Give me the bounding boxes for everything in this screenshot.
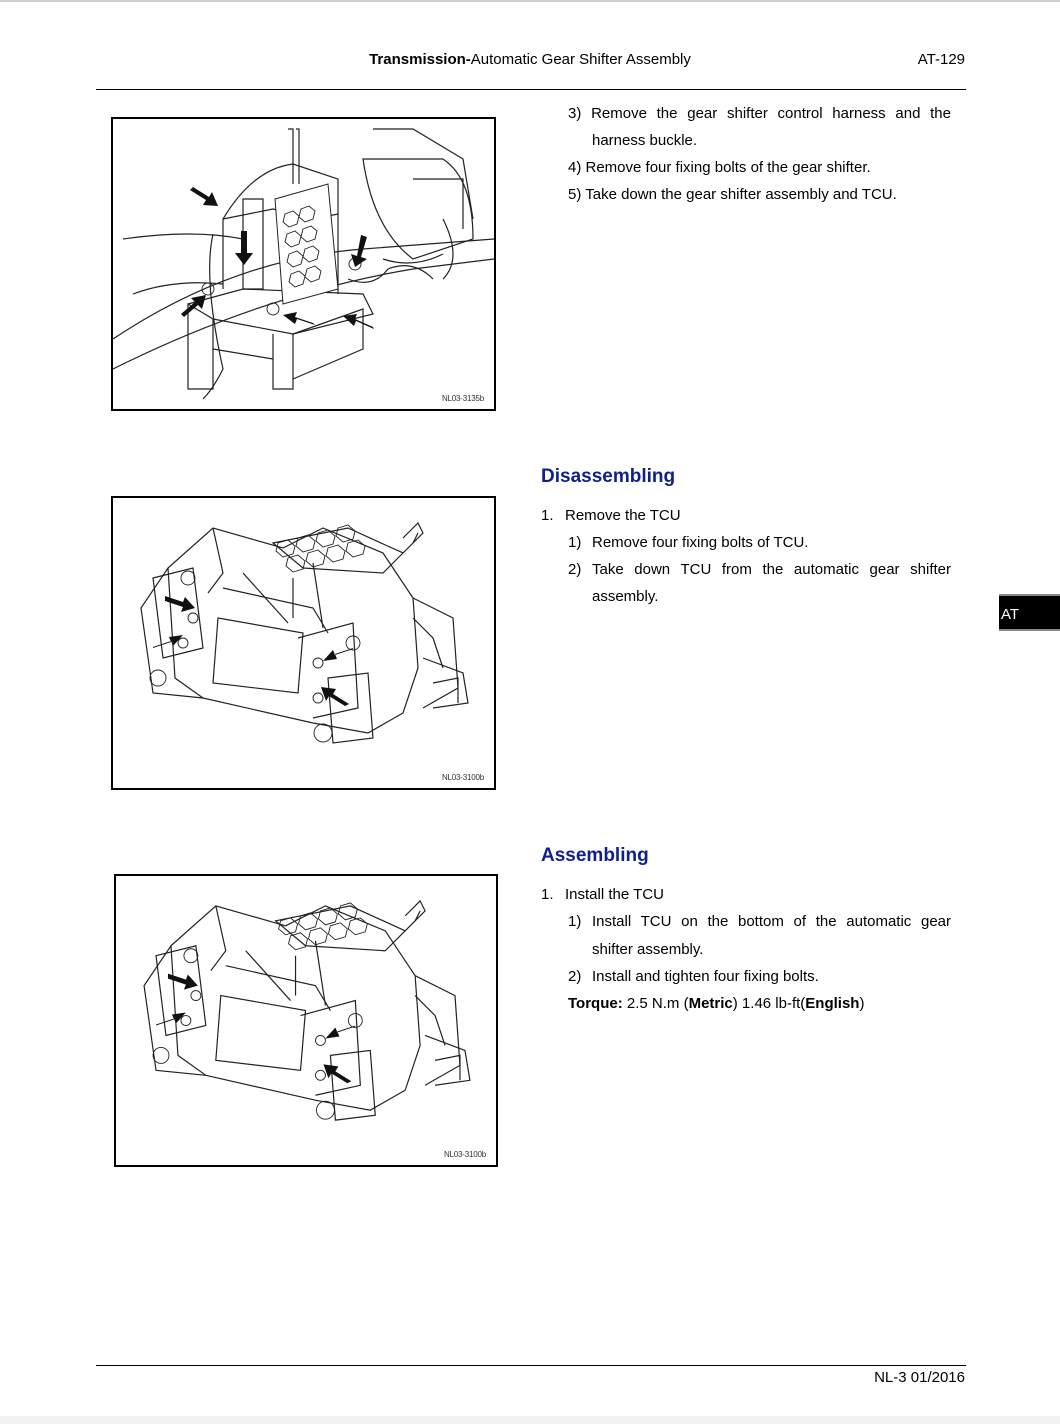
figure-tcu-assembly [114,874,498,1167]
header-rule [96,89,966,90]
page-number: AT-129 [917,51,965,68]
torque-value: 2.5 N.m ( [626,995,689,1012]
disassembling-heading: Disassembling [541,466,676,487]
removal-step-4: 4) Remove four fixing bolts of the gear shifter. [568,159,871,176]
torque-spec [568,990,864,1017]
section-tab-at: AT [999,594,1060,631]
shifter-installed-illustration [113,119,494,409]
tcu-bottom-illustration [116,876,496,1165]
figure-code: NL03-3100b [443,1150,486,1159]
assembling-sub-1-line1: Install TCU on the bottom of the automatic gear [592,913,951,930]
header-title-rest: Automatic Gear Shifter Assembly [470,51,691,68]
footer-rule [96,1365,966,1366]
disassembling-sub-2-number: 2) [568,561,582,578]
footer-code: NL-3 01/2016 [874,1369,965,1386]
removal-step-5: 5) Take down the gear shifter assembly and TCU. [568,186,897,203]
removal-step-3-line1: 3) Remove the gear shifter control harness and the [568,105,951,122]
tcu-bottom-illustration [113,498,494,788]
assembling-item-1-text: Install the TCU [565,886,664,903]
page-top-edge [0,0,1060,2]
disassembling-sub-1-text: Remove four fixing bolts of TCU. [592,534,809,551]
assembling-heading: Assembling [541,845,649,866]
figure-tcu-disassembly [111,496,496,790]
assembling-sub-2-text: Install and tighten four fixing bolts. [592,968,819,985]
assembling-item-1-number: 1. [541,886,554,903]
assembling-sub-2-number: 2) [568,968,582,985]
disassembling-sub-2-line1: Take down TCU from the automatic gear shifter [592,561,951,578]
torque-value-english: ) 1.46 lb-ft( [732,995,806,1012]
header-title-bold: Transmission- [369,51,471,68]
page-header-title [0,51,1060,68]
figure-shifter-installed [111,117,496,411]
disassembling-sub-2-line2: assembly. [592,588,659,605]
figure-code: NL03-3135b [441,394,484,403]
page-bottom-edge [0,1416,1060,1424]
disassembling-item-1-number: 1. [541,507,554,524]
torque-unit-metric: Metric [688,995,733,1012]
figure-code: NL03-3100b [441,773,484,782]
disassembling-item-1-text: Remove the TCU [565,507,681,524]
torque-unit-english: English [805,995,860,1012]
disassembling-sub-1-number: 1) [568,534,582,551]
removal-step-3-line2: harness buckle. [592,132,698,149]
assembling-sub-1-line2: shifter assembly. [592,941,704,958]
assembling-sub-1-number: 1) [568,913,582,930]
torque-label: Torque: [568,995,623,1012]
torque-close: ) [859,995,865,1012]
